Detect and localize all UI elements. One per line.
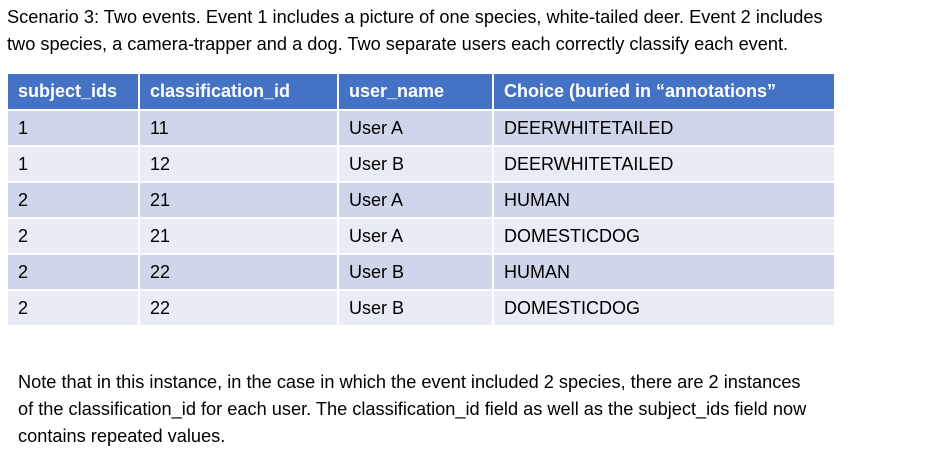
table-row	[8, 182, 834, 218]
scenario-line-1: Scenario 3: Two events. Event 1 includes a picture of one species, white-tailed deer. Event 2 includes	[7, 7, 823, 27]
note-line-3: contains repeated values.	[18, 426, 226, 446]
table-row	[8, 218, 834, 254]
cell-choice: HUMAN	[493, 182, 834, 218]
cell-user-name: User B	[338, 254, 493, 290]
cell-subject-ids: 2	[8, 254, 139, 290]
cell-user-name: User A	[338, 182, 493, 218]
scenario-line-2: two species, a camera-trapper and a dog. Two separate users each correctly classify each event.	[7, 34, 789, 54]
header-choice: Choice (buried in “annotations”	[493, 74, 834, 110]
table-row	[8, 254, 834, 290]
cell-choice: DOMESTICDOG	[493, 218, 834, 254]
cell-classification-id: 12	[139, 146, 338, 182]
cell-subject-ids: 1	[8, 146, 139, 182]
explanatory-note	[18, 369, 928, 450]
cell-user-name: User B	[338, 290, 493, 326]
cell-subject-ids: 2	[8, 182, 139, 218]
cell-subject-ids: 2	[8, 218, 139, 254]
cell-subject-ids: 1	[8, 110, 139, 146]
header-classification-id: classification_id	[139, 74, 338, 110]
note-line-1: Note that in this instance, in the case in which the event included 2 species, there are 2 instances	[18, 372, 801, 392]
note-line-2: of the classification_id for each user. The classification_id field as well as the subject_ids field now	[18, 399, 807, 419]
cell-classification-id: 21	[139, 218, 338, 254]
classification-table	[8, 74, 834, 327]
cell-classification-id: 22	[139, 290, 338, 326]
cell-choice: DOMESTICDOG	[493, 290, 834, 326]
scenario-description	[7, 4, 932, 58]
table-row	[8, 290, 834, 326]
table-header-row	[8, 74, 834, 110]
cell-classification-id: 11	[139, 110, 338, 146]
cell-classification-id: 22	[139, 254, 338, 290]
cell-user-name: User B	[338, 146, 493, 182]
cell-choice: HUMAN	[493, 254, 834, 290]
cell-user-name: User A	[338, 110, 493, 146]
header-subject-ids: subject_ids	[8, 74, 139, 110]
table-row	[8, 146, 834, 182]
table-row	[8, 110, 834, 146]
cell-choice: DEERWHITETAILED	[493, 146, 834, 182]
header-user-name: user_name	[338, 74, 493, 110]
cell-classification-id: 21	[139, 182, 338, 218]
cell-choice: DEERWHITETAILED	[493, 110, 834, 146]
cell-user-name: User A	[338, 218, 493, 254]
cell-subject-ids: 2	[8, 290, 139, 326]
